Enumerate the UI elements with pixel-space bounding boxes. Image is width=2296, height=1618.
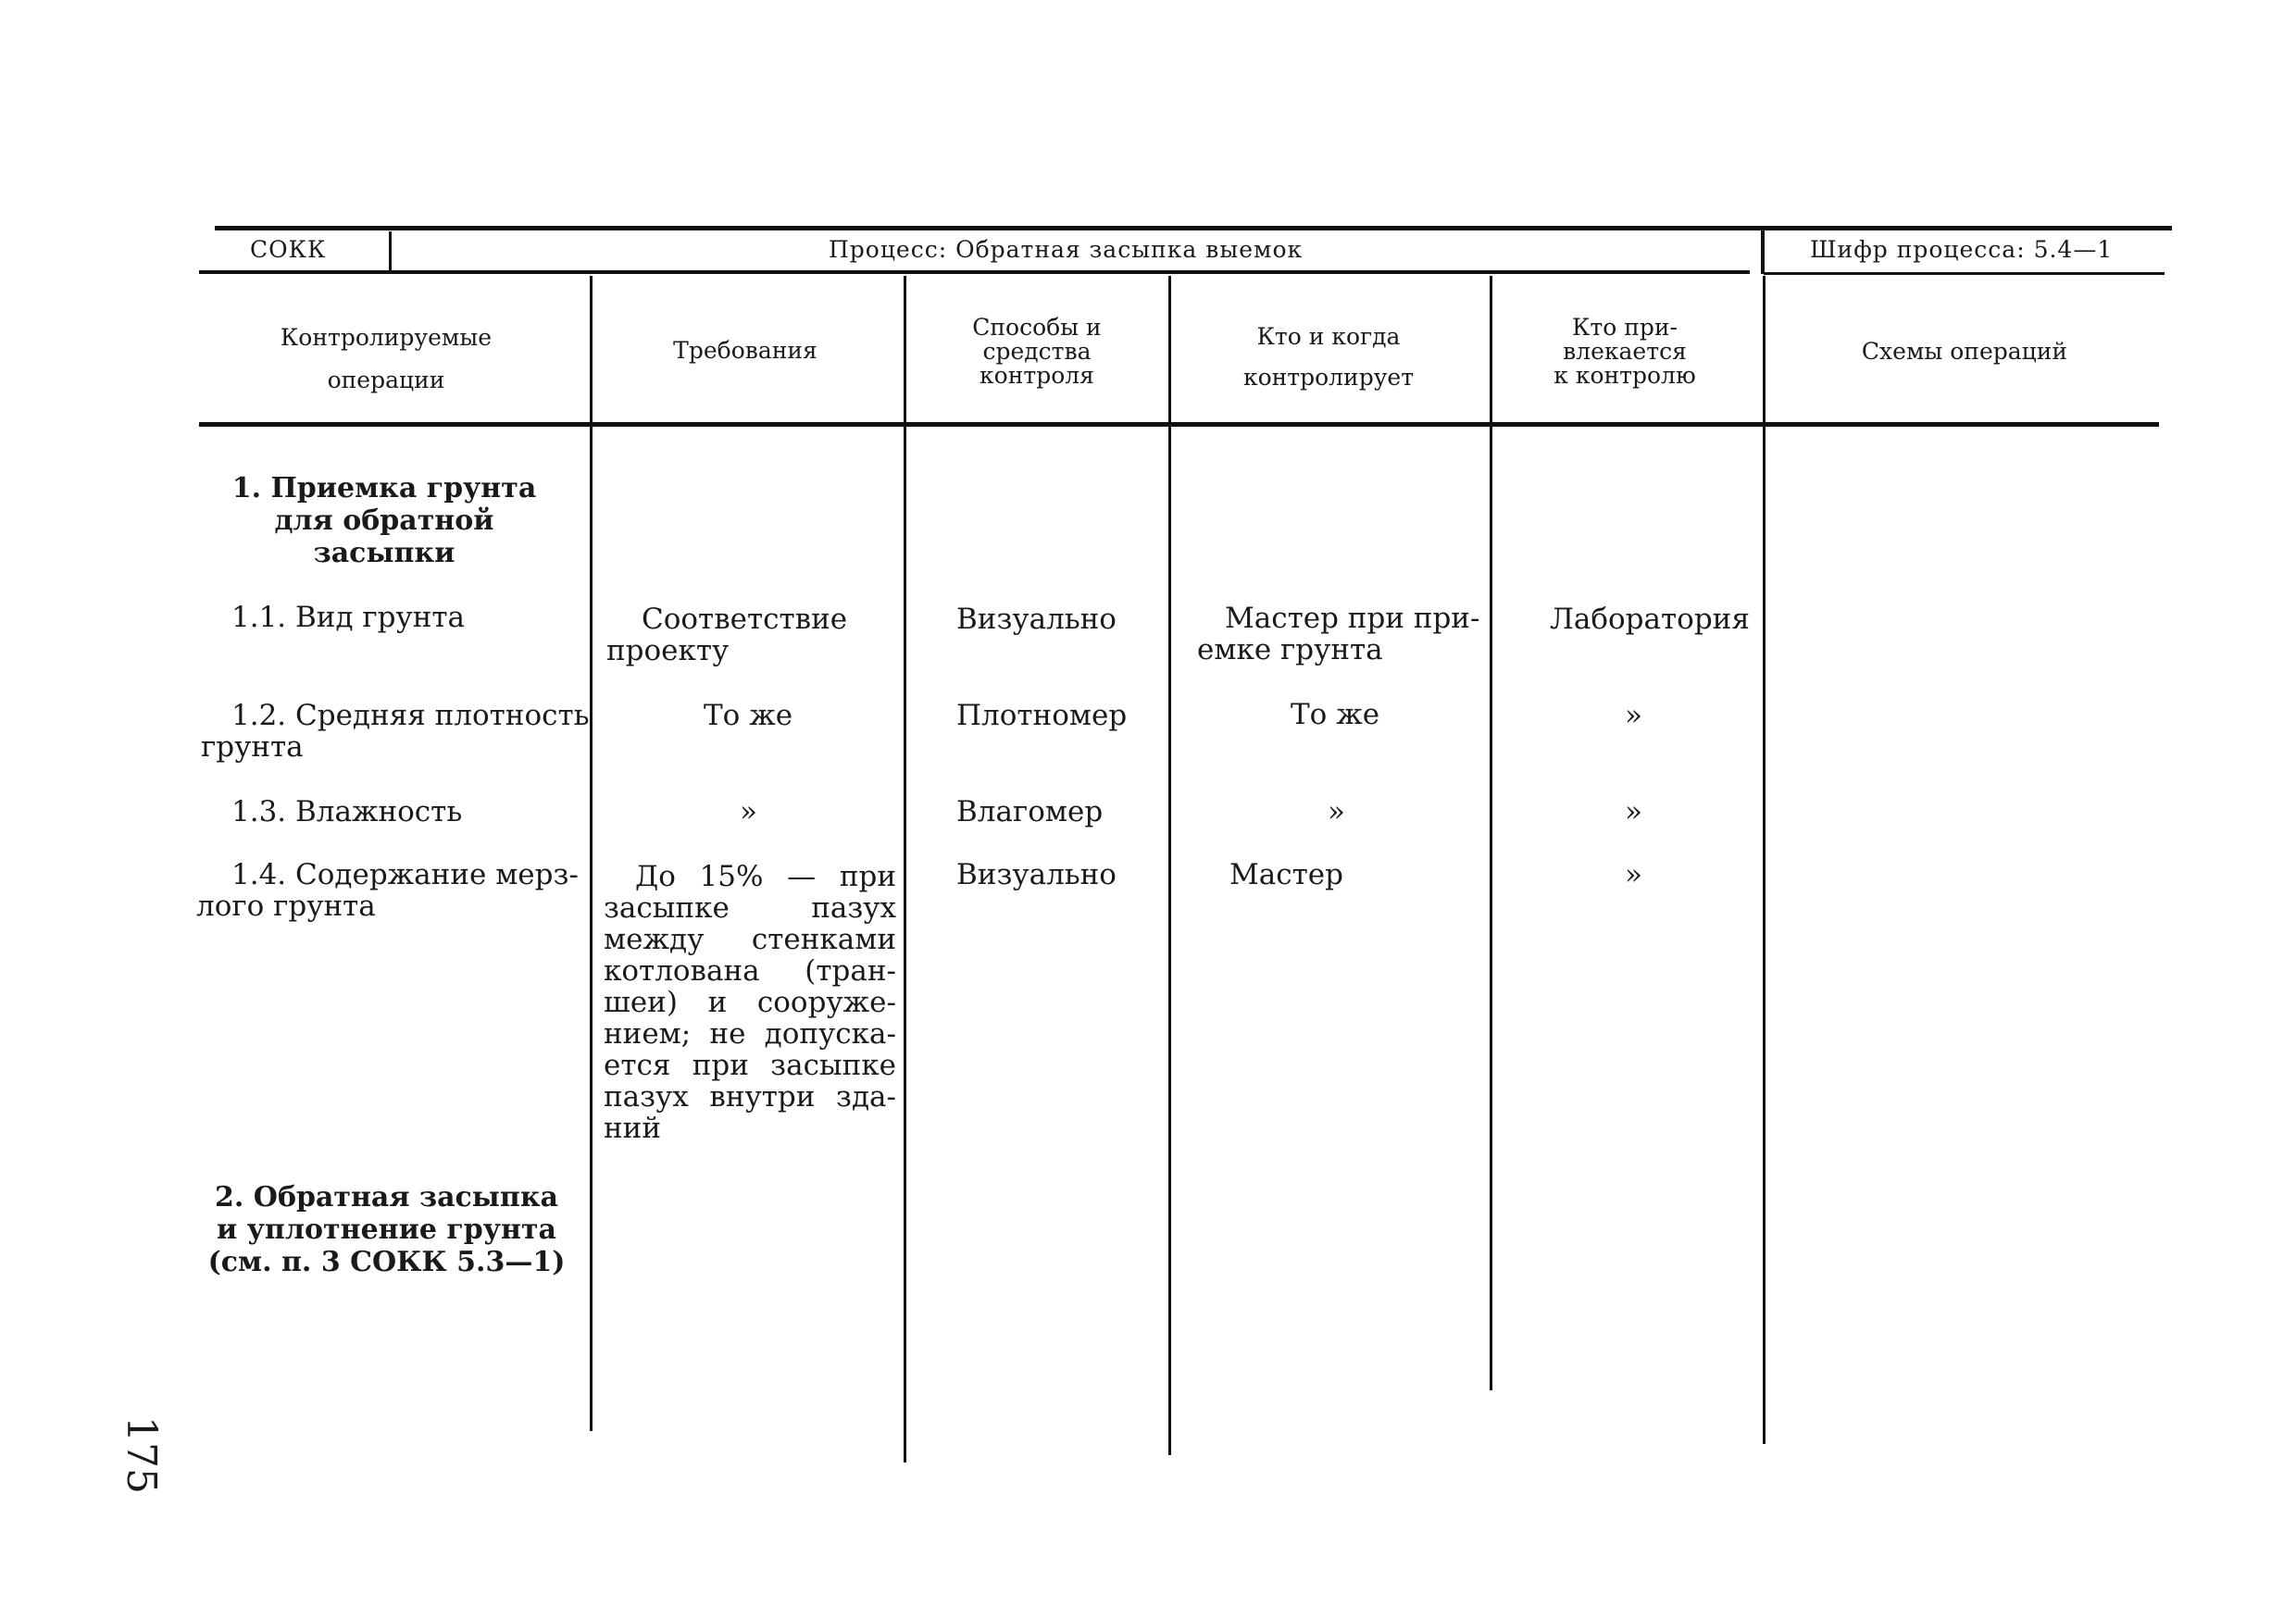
code-label: СОКК bbox=[250, 236, 327, 263]
col-divider-3 bbox=[1168, 276, 1171, 1455]
row-1-4-method: Визуально bbox=[956, 858, 1117, 891]
row-1-1-method: Визуально bbox=[956, 603, 1117, 636]
col-header-operations: Контролируемые операции bbox=[280, 324, 493, 393]
row-1-2-method: Плотномер bbox=[956, 699, 1128, 732]
row-1-3-involved: » bbox=[1625, 795, 1642, 828]
row-1-4-involved: » bbox=[1625, 858, 1642, 891]
col-header-requirements: Требования bbox=[673, 337, 817, 364]
col-divider-5 bbox=[1763, 276, 1766, 1444]
row-1-3-requirement: » bbox=[740, 795, 757, 828]
col-divider-4 bbox=[1490, 276, 1492, 1390]
row-1-4-operation: 1.4. Содержание мерз- лого грунта bbox=[196, 858, 579, 923]
col-header-schemes: Схемы операций bbox=[1861, 338, 2068, 365]
row-1-3-method: Влагомер bbox=[956, 795, 1104, 828]
col-divider-2 bbox=[904, 276, 906, 1462]
row-1-4-who: Мастер bbox=[1229, 858, 1343, 891]
row-1-2-operation: 1.2. Средняя плотность грунта bbox=[201, 699, 590, 764]
top-rule bbox=[215, 226, 2172, 230]
process-title: Процесс: Обратная засыпка выемок bbox=[829, 236, 1304, 263]
process-cipher: Шифр процесса: 5.4—1 bbox=[1810, 236, 2114, 263]
row-1-3-operation: 1.3. Влажность bbox=[231, 795, 463, 828]
row-1-2-involved: » bbox=[1625, 699, 1642, 732]
header-divider-cipher bbox=[1761, 230, 1765, 274]
col-header-who-when: Кто и когда контролирует bbox=[1242, 323, 1415, 391]
row-1-2-who: То же bbox=[1291, 698, 1380, 731]
row-1-2-requirement: То же bbox=[704, 699, 793, 732]
row-1-1-who: Мастер при при- емке грунта bbox=[1197, 602, 1480, 666]
row-1-3-who: » bbox=[1328, 795, 1345, 828]
header-rule bbox=[199, 270, 1750, 274]
row-1-1-operation: 1.1. Вид грунта bbox=[231, 601, 466, 634]
row-1-1-requirement: Соответствие проекту bbox=[606, 603, 848, 667]
row-1-1-involved: Лаборатория bbox=[1550, 603, 1750, 636]
column-header-rule bbox=[199, 422, 2159, 427]
col-header-methods: Способы и средства контроля bbox=[972, 314, 1102, 389]
section-1-title: 1. Приемка грунта для обратной засыпки bbox=[231, 472, 537, 569]
page-number: 175 bbox=[118, 1416, 165, 1494]
col-header-involved: Кто при- влекается к контролю bbox=[1554, 314, 1696, 389]
header-rule-right bbox=[1764, 272, 2165, 275]
section-2-title: 2. Обратная засыпка и уплотнение грунта (см. п. 3 СОКК 5.3—1) bbox=[207, 1181, 566, 1278]
row-1-4-requirement: До 15% — при засыпке пазух между стенками котлована (тран- шеи) и сооруже- нием; не допуска- ется при засыпке пазух внутри зда- ний bbox=[604, 860, 896, 1145]
col-divider-1 bbox=[590, 276, 593, 1431]
header-divider-code bbox=[389, 231, 392, 270]
